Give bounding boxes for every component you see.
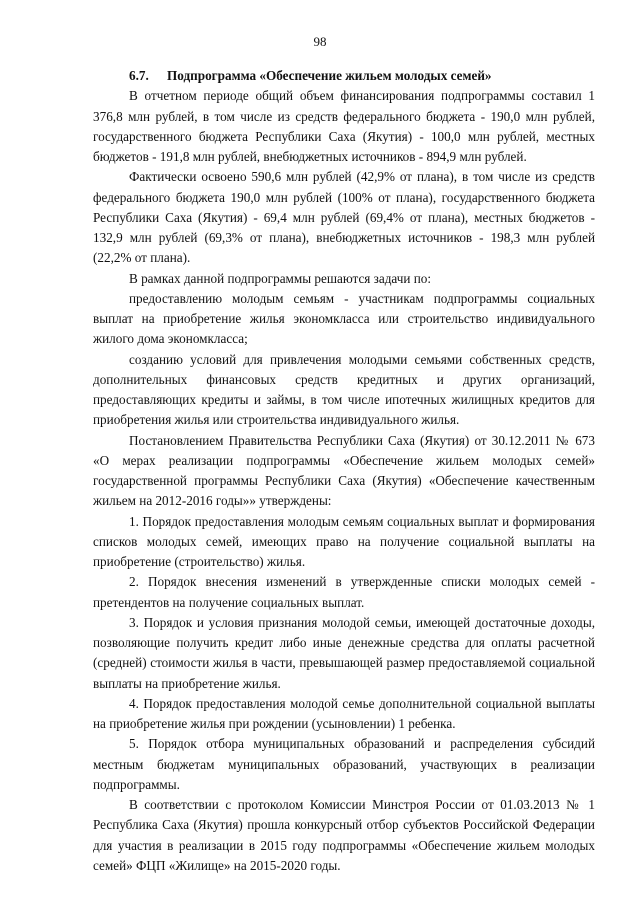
section-heading bbox=[93, 66, 595, 86]
paragraph-task-conditions: созданию условий для привлечения молодыми семьями собственных средств, дополнительных финансовых средств кредитных и других организаций, предоставляющих кредиты и займы, в том числе ипотечных жилищных кредитов для приобретения жилья или строительства индивидуального жилья. bbox=[93, 351, 595, 428]
paragraph-task-payments: предоставлению молодым семьям - участникам подпрограммы социальных выплат на приобретение жилья экономкласса или строительство индивидуального жилого дома экономкласса; bbox=[93, 290, 595, 347]
section-title: Подпрограмма «Обеспечение жильем молодых семей» bbox=[167, 68, 492, 83]
paragraph-item-3: 3. Порядок и условия признания молодой семьи, имеющей достаточные доходы, позволяющие получить кредит либо иные денежные средства для оплаты расчетной (средней) стоимости жилья в части, превышающей размер предоставляемой социальной выплаты на приобретение жилья. bbox=[93, 614, 595, 691]
paragraph-item-4: 4. Порядок предоставления молодой семье дополнительной социальной выплаты на приобретение жилья при рождении (усыновлении) 1 ребенка. bbox=[93, 695, 595, 731]
section-number: 6.7. bbox=[129, 68, 149, 83]
paragraph-funding-actual: Фактически освоено 590,6 млн рублей (42,9% от плана), в том числе из средств федерального бюджета 190,0 млн рублей (100% от плана), государственного бюджета Республики Саха (Якутия) - 69,4 млн рублей (69,4% от плана), местных бюджетов - 132,9 млн рублей (69,3% от плана), внебюджетных источников - 198,3 млн рублей (22,2% от плана). bbox=[93, 169, 595, 266]
paragraph-tasks-intro: В рамках данной подпрограммы решаются задачи по: bbox=[129, 270, 432, 286]
paragraph-resolution: Постановлением Правительства Республики Саха (Якутия) от 30.12.2011 № 673 «О мерах реализации подпрограммы «Обеспечение жильем молодых семей» государственной программы Республики Саха (Якутия) «Обеспечение качественным жильем на 2012-2016 годы»» утверждены: bbox=[93, 432, 595, 509]
paragraph-item-2: 2. Порядок внесения изменений в утвержденные списки молодых семей - претендентов на получение социальных выплат. bbox=[93, 574, 595, 610]
paragraph-funding-total: В отчетном периоде общий объем финансирования подпрограммы составил 1 376,8 млн рублей, в том числе из средств федерального бюджета - 190,0 млн рублей, государственного бюджета Республики Саха (Якутия) - 100,0 млн рублей, местных бюджетов - 191,8 млн рублей, внебюджетных источников - 894,9 млн рублей. bbox=[93, 88, 595, 164]
page-number: 98 bbox=[313, 34, 327, 49]
paragraph-protocol: В соответствии с протоколом Комиссии Минстроя России от 01.03.2013 № 1 Республика Саха (Якутия) прошла конкурсный отбор субъектов Российской Федерации для участия в реализации в 2015 году подпрограммы «Обеспечение жильем молодых семей» ФЦП «Жилище» на 2015-2020 годы. bbox=[93, 797, 595, 873]
page-content bbox=[93, 66, 595, 876]
paragraph-item-5: 5. Порядок отбора муниципальных образований и распределения субсидий местным бюджетам муниципальных образований, участвующих в реализации подпрограммы. bbox=[93, 736, 595, 792]
paragraph-item-1: 1. Порядок предоставления молодым семьям социальных выплат и формирования списков молодых семей, имеющих право на получение социальной выплаты на приобретение (строительство) жилья. bbox=[93, 513, 595, 569]
